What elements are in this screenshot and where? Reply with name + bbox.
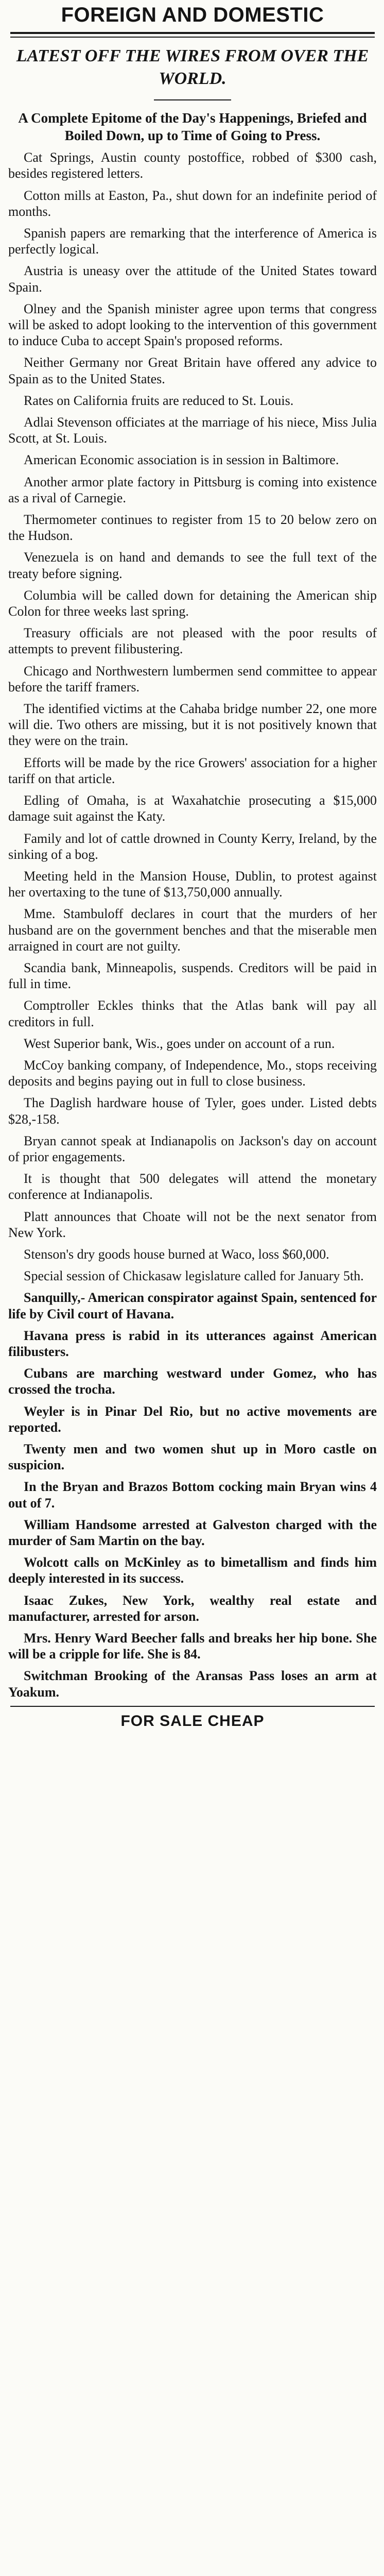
news-item: Cubans are marching westward under Gomez, who has crossed the trocha. — [8, 1366, 377, 1397]
news-item: Thermometer continues to register from 15 to 20 below zero on the Hudson. — [8, 512, 377, 544]
news-item: Another armor plate factory in Pittsburg is coming into existence as a rival of Carnegie. — [8, 474, 377, 505]
headline-rule-thin — [10, 37, 375, 38]
news-item: Meeting held in the Mansion House, Dublin, to protest against her overtaxing to the tune of $13,750,000 annually. — [8, 868, 377, 900]
news-item: Comptroller Eckles thinks that the Atlas bank will pay all creditors in full. — [8, 998, 377, 1029]
news-item: Rates on California fruits are reduced to St. Louis. — [24, 393, 294, 408]
news-item: Columbia will be called down for detaining the American ship Colon for three weeks last spring. — [8, 587, 377, 619]
news-item: Spanish papers are remarking that the interference of America is perfectly logical. — [8, 226, 377, 257]
news-item: Stenson's dry goods house burned at Waco, loss $60,000. — [24, 1246, 329, 1262]
news-item: Venezuela is on hand and demands to see the full text of the treaty before signing. — [8, 550, 377, 581]
news-item: Twenty men and two women shut up in Moro castle on suspicion. — [8, 1442, 377, 1473]
news-item: William Handsome arrested at Galveston charged with the murder of Sam Martin on the bay. — [8, 1517, 377, 1549]
news-item: Neither Germany nor Great Britain have offered any advice to Spain as to the United States. — [8, 355, 377, 386]
news-item: Weyler is in Pinar Del Rio, but no active movements are reported. — [8, 1403, 377, 1435]
news-item: Scandia bank, Minneapolis, suspends. Creditors will be paid in full in time. — [8, 960, 377, 992]
news-item: Cat Springs, Austin county postoffice, robbed of $300 cash, besides registered letters. — [8, 150, 377, 181]
news-item: Treasury officials are not pleased with the poor results of attempts to prevent filibustering. — [8, 625, 377, 657]
news-item: Mme. Stambuloff declares in court that the murders of her husband are on the government benches and that the miserable men arraigned in court are not guilty. — [8, 906, 377, 954]
news-item: Special session of Chickasaw legislature called for January 5th. — [24, 1268, 364, 1284]
news-item: Switchman Brooking of the Aransas Pass loses an arm at Yoakum. — [8, 1668, 377, 1700]
news-item: It is thought that 500 delegates will attend the monetary conference at Indianapolis. — [8, 1171, 377, 1202]
deck: A Complete Epitome of the Day's Happenings, Briefed and Boiled Down, up to Time of Going to Press. — [18, 110, 367, 143]
news-item: Platt announces that Choate will not be the next senator from New York. — [8, 1209, 377, 1240]
news-item: Mrs. Henry Ward Beecher falls and breaks her hip bone. She will be a cripple for life. She is 84. — [8, 1631, 377, 1662]
footer-heading: FOR SALE CHEAP — [120, 1712, 265, 1730]
news-item: Olney and the Spanish minister agree upon terms that congress will be asked to adopt looking to the intervention of this government to induce Cuba to accept Spain's proposed reforms. — [8, 301, 377, 349]
footer-rule — [10, 1706, 375, 1707]
news-item: Austria is uneasy over the attitude of the United States toward Spain. — [8, 263, 377, 295]
news-item: Havana press is rabid in its utterances against American filibusters. — [8, 1328, 377, 1359]
news-item: Chicago and Northwestern lumbermen send committee to appear before the tariff framers. — [8, 663, 377, 694]
news-item: Wolcott calls on McKinley as to bimetallism and finds him deeply interested in its success. — [8, 1555, 377, 1586]
news-item: The identified victims at the Cahaba bridge number 22, one more will die. Two others are missing, but it is not positively known that they were on the train. — [8, 701, 377, 749]
headline: FOREIGN AND DOMESTIC — [61, 4, 324, 26]
news-item: Adlai Stevenson officiates at the marriage of his niece, Miss Julia Scott, at St. Louis. — [8, 415, 377, 446]
news-item: Efforts will be made by the rice Growers' association for a higher tariff on that article. — [8, 755, 377, 786]
news-item: American Economic association is in session in Baltimore. — [24, 452, 339, 468]
subhead-rule — [154, 99, 231, 100]
news-item: Sanquilly,- American conspirator against Spain, sentenced for life by Civil court of Havana. — [8, 1290, 377, 1321]
article-list — [8, 149, 377, 1700]
headline-rule-heavy — [10, 32, 375, 34]
news-item: Isaac Zukes, New York, wealthy real estate and manufacturer, arrested for arson. — [8, 1592, 377, 1624]
news-item: West Superior bank, Wis., goes under on account of a run. — [24, 1036, 335, 1051]
news-item: McCoy banking company, of Independence, Mo., stops receiving deposits and begins paying out in full to close business. — [8, 1057, 377, 1089]
news-item: In the Bryan and Brazos Bottom cocking main Bryan wins 4 out of 7. — [8, 1479, 377, 1511]
news-item: Edling of Omaha, is at Waxahatchie prosecuting a $15,000 damage suit against the Katy. — [8, 793, 377, 824]
news-item: Bryan cannot speak at Indianapolis on Jackson's day on account of prior engagements. — [8, 1133, 377, 1164]
news-item: Family and lot of cattle drowned in County Kerry, Ireland, by the sinking of a bog. — [8, 831, 377, 862]
news-item: The Daglish hardware house of Tyler, goes under. Listed debts $28,-158. — [8, 1095, 377, 1127]
subhead: LATEST OFF THE WIRES FROM OVER THE WORLD. — [16, 46, 369, 88]
news-item: Cotton mills at Easton, Pa., shut down for an indefinite period of months. — [8, 188, 377, 219]
